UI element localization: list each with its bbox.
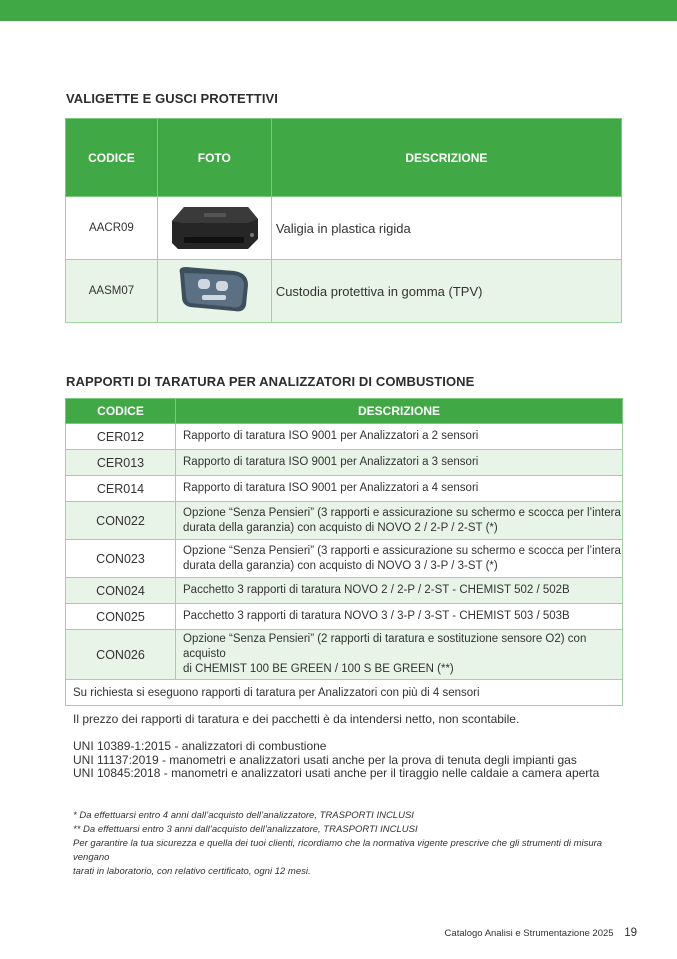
footnote: Per garantire la tua sicurezza e quella dei tuoi clienti, ricordiamo che la normativa vigente prescrive che gli strumenti di misura vengano (73, 838, 603, 863)
section-title-cases: VALIGETTE E GUSCI PROTETTIVI (66, 91, 279, 106)
cell-code: CON024 (66, 578, 176, 604)
cell-description: Rapporto di taratura ISO 9001 per Analizzatori a 2 sensori (176, 424, 623, 450)
page-number: 19 (624, 927, 637, 939)
cell-description (176, 630, 623, 680)
footer-row-note: Su richiesta si eseguono rapporti di taratura per Analizzatori con più di 4 sensori (66, 680, 623, 706)
footnotes (73, 809, 633, 879)
cell-description: Rapporto di taratura ISO 9001 per Analizzatori a 4 sensori (176, 476, 623, 502)
cell-code: CER014 (66, 476, 176, 502)
cell-photo (157, 260, 271, 323)
description-line: durata della garanzia) con acquisto di NOVO 3 / 3-P / 3-ST (*) (183, 559, 498, 572)
calibration-table (65, 398, 623, 706)
table-footer-row (66, 680, 623, 706)
description-line: Opzione “Senza Pensieri” (3 rapporti e assicurazione su schermo e scocca per l’intera (183, 544, 621, 557)
footnote: * Da effettuarsi entro 4 anni dall’acquisto dell’analizzatore, TRASPORTI INCLUSI (73, 810, 414, 821)
cell-photo (157, 197, 271, 260)
standards-list (73, 740, 599, 781)
header-description: DESCRIZIONE (271, 119, 621, 197)
cell-description: Pacchetto 3 rapporti di taratura NOVO 2 / 2-P / 2-ST - CHEMIST 502 / 502B (176, 578, 623, 604)
cell-code: CON023 (66, 540, 176, 578)
description-line: di CHEMIST 100 BE GREEN / 100 S BE GREEN (**) (183, 663, 454, 675)
cell-code: CER012 (66, 424, 176, 450)
table-row (66, 197, 622, 260)
table-row (66, 450, 623, 476)
footnote: ** Da effettuarsi entro 3 anni dall’acquisto dell’analizzatore, TRASPORTI INCLUSI (73, 824, 418, 835)
cell-code: AACR09 (66, 197, 158, 260)
rigid-case-image (164, 199, 264, 255)
standard-item: UNI 10389-1:2015 - analizzatori di combustione (73, 739, 327, 753)
header-code: CODICE (66, 399, 176, 424)
rubber-cover-image (174, 263, 254, 317)
cell-description (176, 502, 623, 540)
header-photo: FOTO (157, 119, 271, 197)
top-green-bar (0, 0, 677, 21)
catalog-name: Catalogo Analisi e Strumentazione 2025 (444, 928, 614, 939)
cases-table (65, 118, 622, 323)
cell-code: CON022 (66, 502, 176, 540)
description-line: Opzione “Senza Pensieri” (2 rapporti di taratura e sostituzione sensore O2) con acquisto (183, 633, 587, 660)
cell-description (176, 540, 623, 578)
cell-description: Rapporto di taratura ISO 9001 per Analizzatori a 3 sensori (176, 450, 623, 476)
table-row (66, 604, 623, 630)
table-row (66, 578, 623, 604)
table-row (66, 260, 622, 323)
cell-description: Valigia in plastica rigida (271, 197, 621, 260)
description-line: durata della garanzia) con acquisto di NOVO 2 / 2-P / 2-ST (*) (183, 521, 498, 534)
page-footer (445, 927, 637, 939)
cell-code: CON025 (66, 604, 176, 630)
cell-code: CON026 (66, 630, 176, 680)
description-line: Opzione “Senza Pensieri” (3 rapporti e assicurazione su schermo e scocca per l’intera (183, 506, 621, 519)
footnote: tarati in laboratorio, con relativo certificato, ogni 12 mesi. (73, 866, 311, 877)
table-row (66, 540, 623, 578)
cell-code: CER013 (66, 450, 176, 476)
header-code: CODICE (66, 119, 158, 197)
cell-description: Pacchetto 3 rapporti di taratura NOVO 3 / 3-P / 3-ST - CHEMIST 503 / 503B (176, 604, 623, 630)
table-header-row (66, 119, 622, 197)
price-note: Il prezzo dei rapporti di taratura e dei pacchetti è da intendersi netto, non scontabile. (73, 712, 520, 726)
table-row (66, 502, 623, 540)
table-row (66, 424, 623, 450)
standard-item: UNI 10845:2018 - manometri e analizzatori usati anche per il tiraggio nelle caldaie a camera aperta (73, 766, 600, 780)
table-row (66, 630, 623, 680)
cell-code: AASM07 (66, 260, 158, 323)
header-description: DESCRIZIONE (176, 399, 623, 424)
table-row (66, 476, 623, 502)
table-header-row (66, 399, 623, 424)
section-title-calibration: RAPPORTI DI TARATURA PER ANALIZZATORI DI COMBUSTIONE (66, 374, 475, 389)
standard-item: UNI 11137:2019 - manometri e analizzatori usati anche per la prova di tenuta degli impianti gas (73, 752, 577, 767)
cell-description: Custodia protettiva in gomma (TPV) (271, 260, 621, 323)
